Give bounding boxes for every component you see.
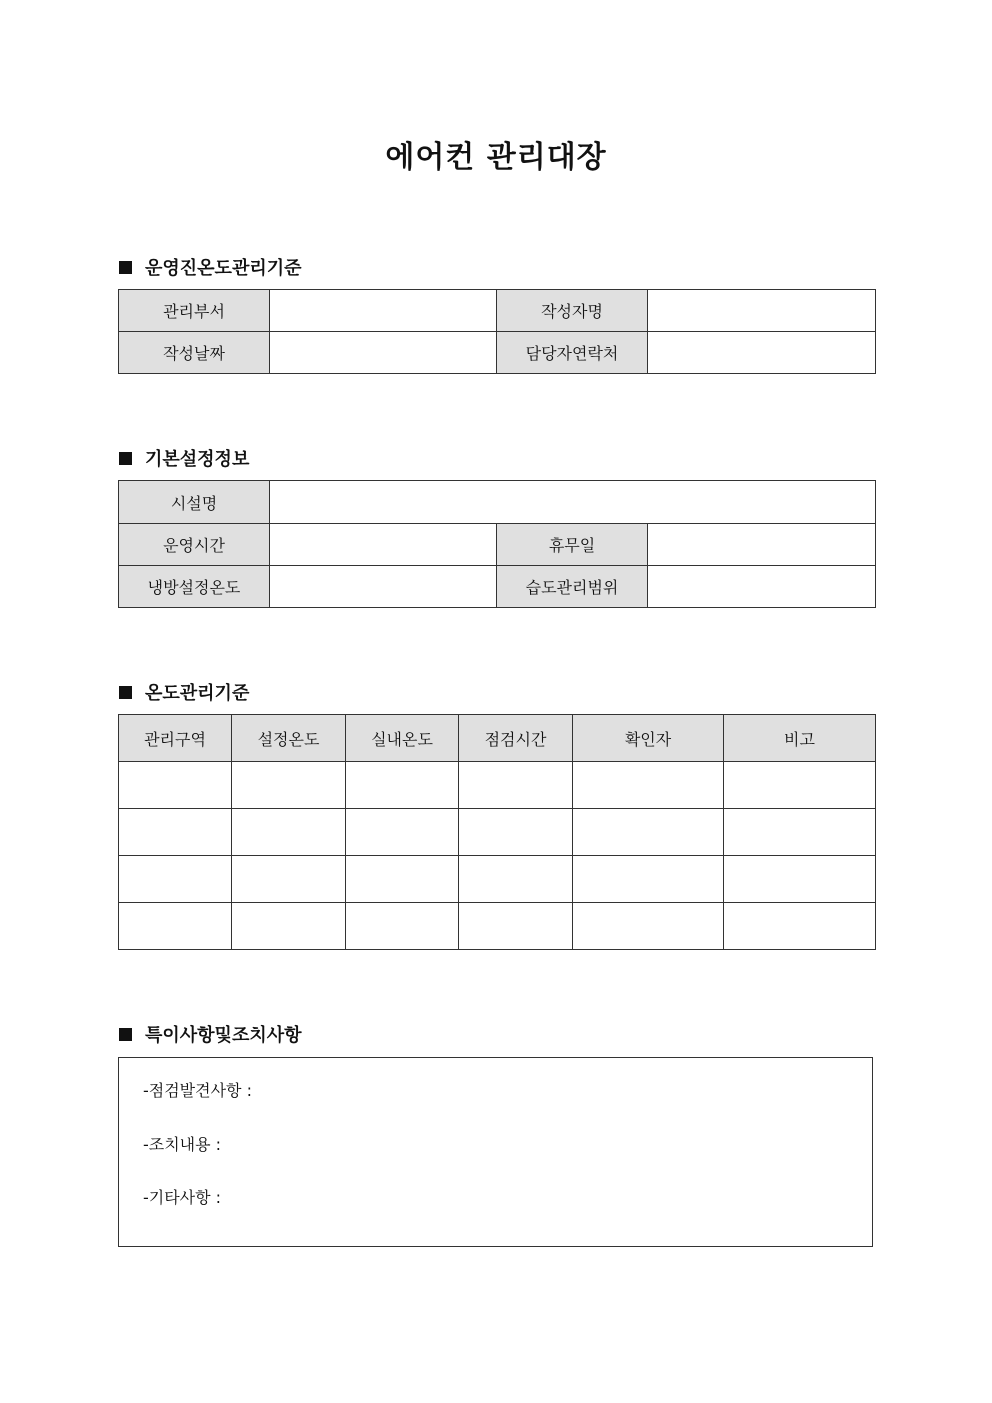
table-cell[interactable] [346, 809, 459, 856]
section-heading-label: 온도관리기준 [145, 683, 250, 704]
management-info-table [118, 289, 876, 374]
temperature-log-table [118, 714, 876, 950]
facility-name-field[interactable] [270, 481, 876, 524]
document-title: 에어컨 관리대장 [385, 140, 607, 175]
section-heading-label: 운영진온도관리기준 [145, 258, 302, 279]
table-cell[interactable] [573, 856, 724, 903]
department-field[interactable] [270, 290, 497, 332]
humidity-range-field[interactable] [648, 566, 876, 608]
table-cell[interactable] [573, 809, 724, 856]
field-label: 작성날짜 [119, 332, 270, 374]
author-name-field[interactable] [648, 290, 876, 332]
table-cell[interactable] [119, 856, 232, 903]
table-cell[interactable] [346, 903, 459, 950]
field-label: 관리부서 [119, 290, 270, 332]
table-cell[interactable] [459, 856, 573, 903]
field-label: 습도관리범위 [497, 566, 648, 608]
field-label: 운영시간 [119, 524, 270, 566]
table-row [119, 566, 876, 608]
square-bullet-icon [119, 1028, 132, 1041]
notes-box[interactable] [118, 1057, 873, 1247]
table-cell[interactable] [724, 762, 876, 809]
field-label: 냉방설정온도 [119, 566, 270, 608]
field-label: 담당자연락처 [497, 332, 648, 374]
table-cell[interactable] [724, 856, 876, 903]
table-cell[interactable] [119, 809, 232, 856]
column-header: 점검시간 [459, 715, 573, 762]
field-label: 휴무일 [497, 524, 648, 566]
table-row [119, 762, 876, 809]
table-row [119, 809, 876, 856]
table-cell[interactable] [119, 903, 232, 950]
cooling-temp-field[interactable] [270, 566, 497, 608]
note-findings: -점검발견사항 : [143, 1081, 252, 1100]
table-cell[interactable] [346, 762, 459, 809]
basic-settings-table [118, 480, 876, 608]
table-row [119, 524, 876, 566]
table-cell[interactable] [724, 809, 876, 856]
table-cell[interactable] [459, 903, 573, 950]
table-cell[interactable] [346, 856, 459, 903]
table-cell[interactable] [724, 903, 876, 950]
column-header: 실내온도 [346, 715, 459, 762]
table-row [119, 290, 876, 332]
note-other: -기타사항 : [143, 1188, 222, 1207]
table-row [119, 903, 876, 950]
table-cell[interactable] [232, 809, 346, 856]
section-heading-management [119, 254, 302, 280]
table-cell[interactable] [573, 903, 724, 950]
column-header: 설정온도 [232, 715, 346, 762]
section-heading-label: 특이사항및조치사항 [145, 1025, 302, 1046]
square-bullet-icon [119, 686, 132, 699]
table-cell[interactable] [232, 903, 346, 950]
column-header: 확인자 [573, 715, 724, 762]
table-cell[interactable] [232, 762, 346, 809]
table-row [119, 856, 876, 903]
section-heading-temperature-standard [119, 679, 249, 705]
table-row [119, 481, 876, 524]
table-header-row [119, 715, 876, 762]
operating-hours-field[interactable] [270, 524, 497, 566]
section-heading-notes [119, 1021, 302, 1047]
column-header: 관리구역 [119, 715, 232, 762]
field-label: 시설명 [119, 481, 270, 524]
holiday-field[interactable] [648, 524, 876, 566]
table-cell[interactable] [459, 809, 573, 856]
field-label: 작성자명 [497, 290, 648, 332]
table-cell[interactable] [459, 762, 573, 809]
square-bullet-icon [119, 452, 132, 465]
column-header: 비고 [724, 715, 876, 762]
square-bullet-icon [119, 261, 132, 274]
table-row [119, 332, 876, 374]
table-cell[interactable] [232, 856, 346, 903]
contact-field[interactable] [648, 332, 876, 374]
table-cell[interactable] [573, 762, 724, 809]
table-cell[interactable] [119, 762, 232, 809]
note-actions: -조치내용 : [143, 1135, 222, 1154]
section-heading-label: 기본설정정보 [145, 449, 250, 470]
date-field[interactable] [270, 332, 497, 374]
section-heading-basic-settings [119, 445, 249, 471]
